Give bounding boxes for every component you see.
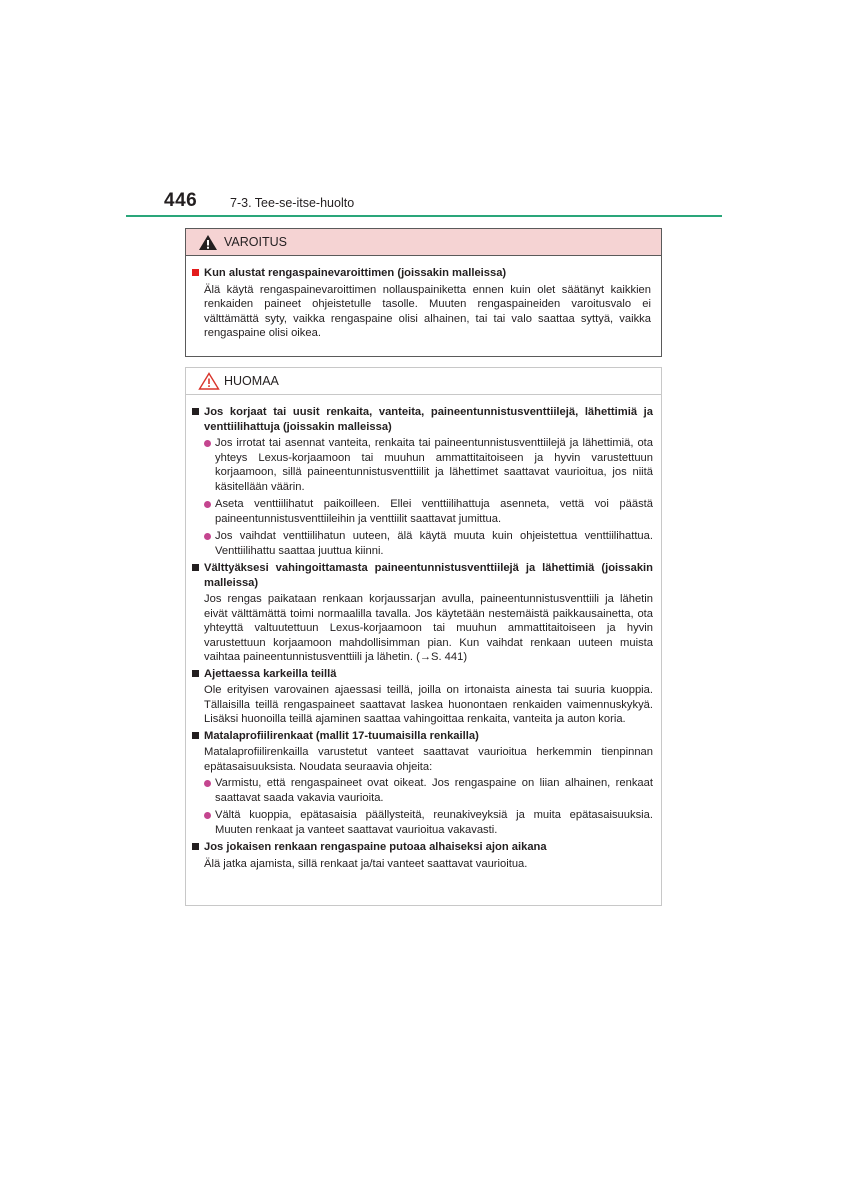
round-bullet-icon [204, 440, 211, 447]
list-item: Vältä kuoppia, epätasaisia päällysteitä, reunakiveyksiä ja muita epätasaisuuksia. Muuten renkaat ja vanteet saattavat vaurioitua vakavasti. [204, 808, 653, 837]
notice-box [185, 367, 662, 906]
warning-header [186, 229, 661, 256]
warning-triangle-icon [198, 234, 218, 251]
notice-item-heading: Jos jokaisen renkaan rengaspaine putoaa alhaiseksi ajon aikana [192, 840, 653, 855]
notice-item-text: Älä jatka ajamista, sillä renkaat ja/tai vanteet saattavat vaurioitua. [204, 857, 528, 870]
round-bullet-icon [204, 533, 211, 540]
square-bullet-icon [192, 843, 199, 850]
square-bullet-icon [192, 670, 199, 677]
round-bullet-icon [204, 812, 211, 819]
section-title: 7-3. Tee-se-itse-huolto [230, 196, 355, 210]
notice-item-text: Ole erityisen varovainen ajaessasi teillä, joilla on irtonaista ainesta tai suuria kuoppia. Tällaisilla teillä rengaspaineet saattavat laskea huonontaen renkaiden vaimennuskykyä. Lisäksi huonoilla teillä ajaminen saattaa vahingoittaa renkaita, vanteita ja auton koria. [204, 684, 653, 725]
warning-body [186, 256, 661, 341]
notice-item-text: Jos rengas paikataan renkaan korjaussarjan avulla, paineentunnistusventtiili ja lähetin eivät välttämättä toimi normaalilla tavalla. Jos käytetään nestemäistä paikkausainetta, ota yhteyttä valtuutettuun Lexus-korjaamoon tai muuhun ammattitaitoiseen ja hyvin varustettuun korjaamoon mahdollisimman pian. Kun vaihdat renkaan uuteen muista vaihtaa paineentunnistusventtiili ja lähetin. (→S. 441) [204, 593, 653, 663]
square-bullet-icon [192, 408, 199, 415]
caution-triangle-icon [198, 372, 220, 390]
notice-item-heading: Jos korjaat tai uusit renkaita, vanteita, paineentunnistusventtiilejä, lähettimiä ja venttiilihattuja (joissakin malleissa) [192, 405, 653, 434]
notice-body [186, 395, 661, 871]
header-rule [126, 215, 722, 217]
round-bullet-icon [204, 780, 211, 787]
square-bullet-icon [192, 732, 199, 739]
red-square-icon [192, 269, 199, 276]
list-item: Jos irrotat tai asennat vanteita, renkaita tai paineentunnistusventtiilejä ja lähettimiä, ota yhteys Lexus-korjaamoon tai muuhun ammattitaitoiseen ja hyvin varustettuun korjaamoon, sillä paineentunnistusventtiilit ja lähettimet saattavat vaurioitua, jos niitä käsitellään väärin. [204, 436, 653, 494]
notice-item-text: Matalaprofiilirenkailla varustetut vanteet saattavat vaurioitua herkemmin tienpinnan epätasaisuuksista. Noudata seuraavia ohjeita: [204, 746, 653, 773]
warning-title: VAROITUS [224, 235, 287, 249]
notice-item-heading: Välttyäksesi vahingoittamasta paineentunnistusventtiilejä ja lähettimiä (joissakin malleissa) [192, 561, 653, 590]
square-bullet-icon [192, 564, 199, 571]
notice-header [186, 368, 661, 395]
warning-item-text: Älä käytä rengaspainevaroittimen nollauspainiketta ennen kuin olet säätänyt kaikkien renkaiden paineet ohjeistetulle tasolle. Muuten rengaspaineiden varoitusvalo ei välttämättä syty, vaikka rengaspaine olisi alhainen, tai tai valo saattaa syttyä, vaikka rengaspaine olisi oikea. [204, 283, 651, 339]
warning-item-heading: Kun alustat rengaspainevaroittimen (joissakin malleissa) [192, 266, 651, 281]
round-bullet-icon [204, 501, 211, 508]
notice-title: HUOMAA [224, 374, 279, 388]
notice-item-heading: Ajettaessa karkeilla teillä [192, 667, 653, 682]
page-number: 446 [164, 190, 198, 211]
list-item: Aseta venttiilihatut paikoilleen. Ellei venttiilihattuja asenneta, vettä voi päästä paineentunnistusventtiileihin ja venttiilit saattavat jumittua. [204, 497, 653, 526]
list-item: Jos vaihdat venttiilihatun uuteen, älä käytä muuta kuin ohjeistettua venttiilihattua. Venttiilihattu saattaa juuttua kiinni. [204, 529, 653, 558]
warning-box [185, 228, 662, 357]
notice-item-heading: Matalaprofiilirenkaat (mallit 17-tuumaisilla renkailla) [192, 729, 653, 744]
list-item: Varmistu, että rengaspaineet ovat oikeat. Jos rengaspaine on liian alhainen, renkaat saattavat saada vakavia vaurioita. [204, 776, 653, 805]
